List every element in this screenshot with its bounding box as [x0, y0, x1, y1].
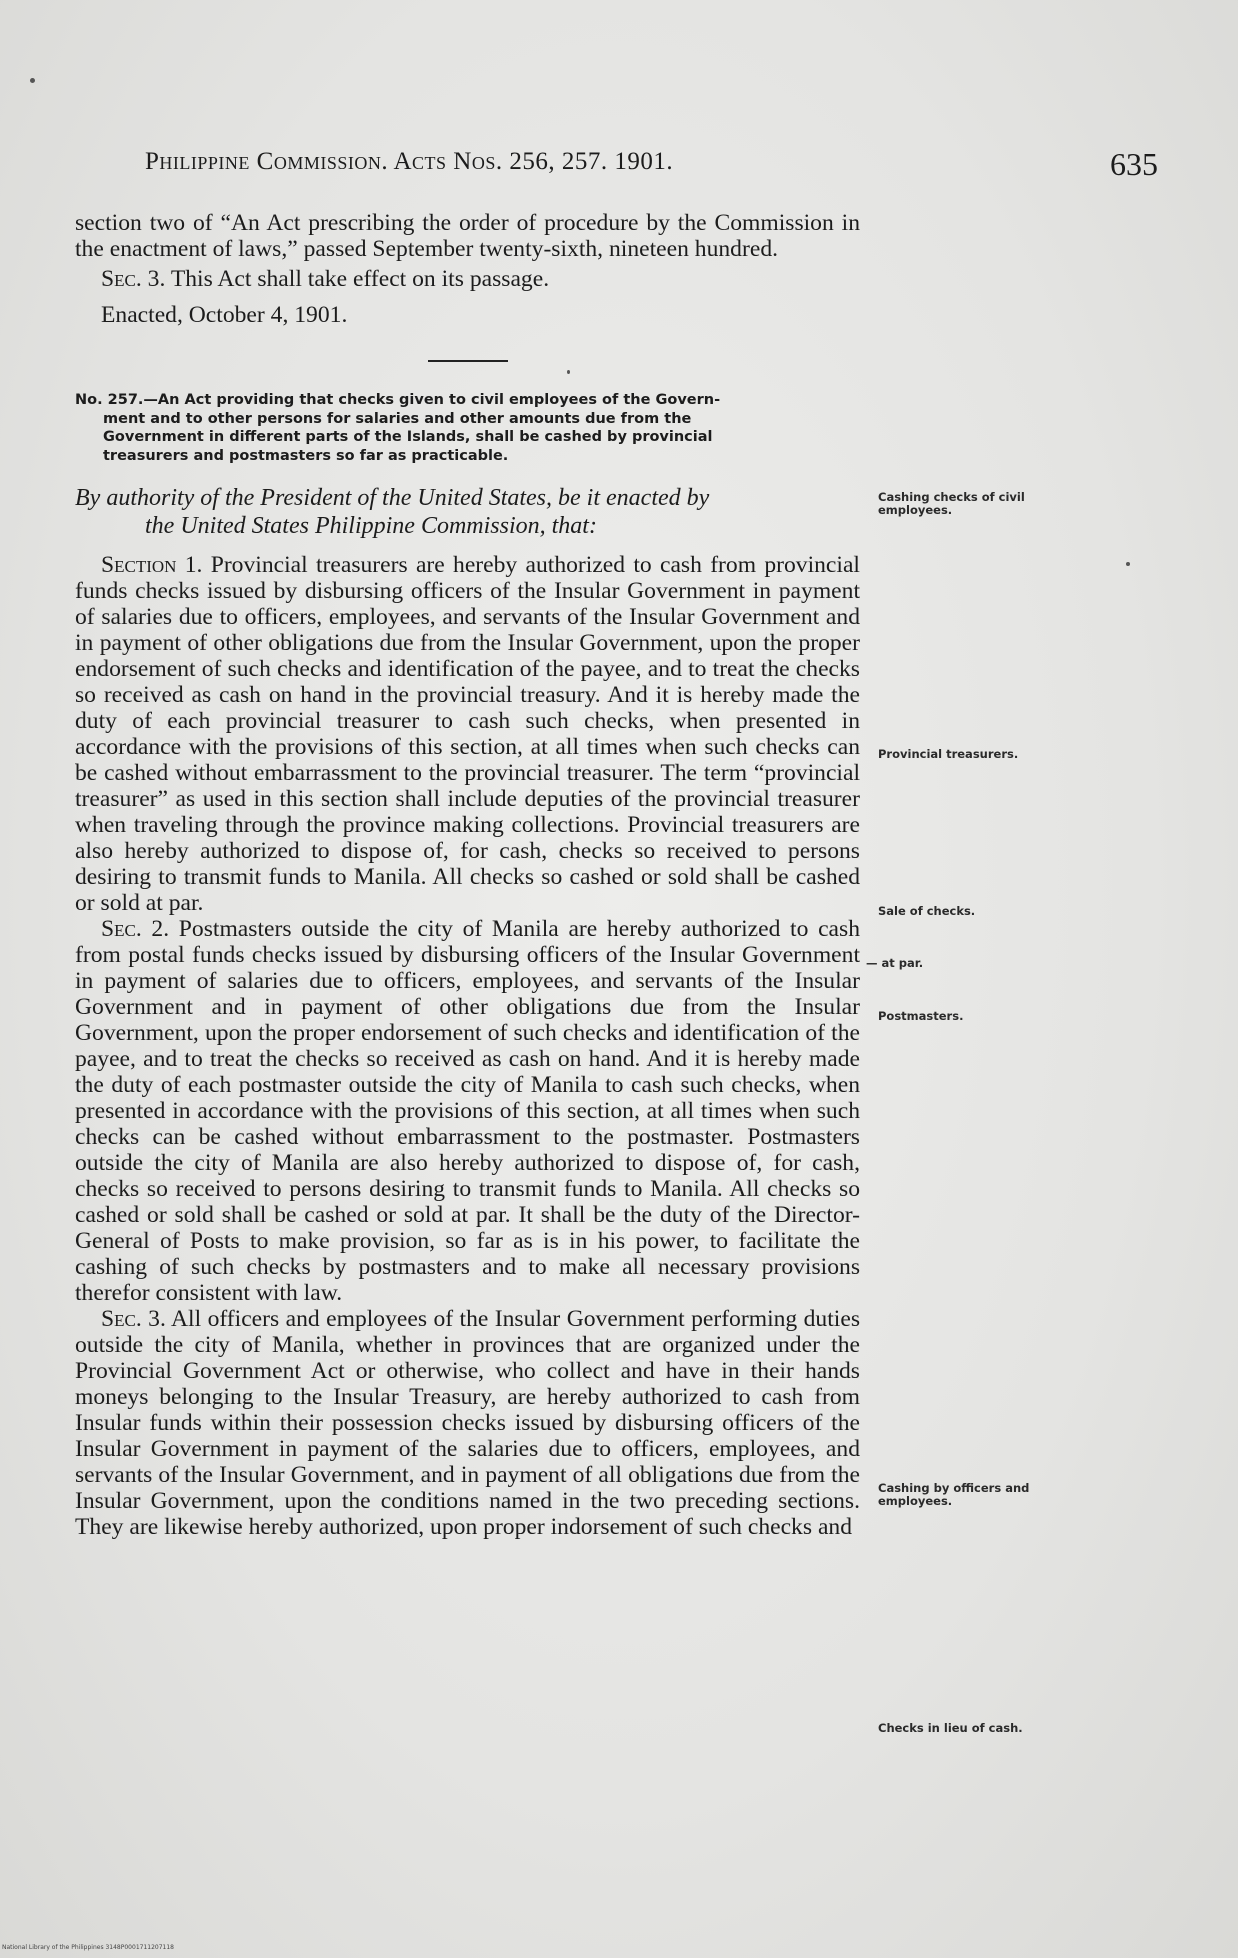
- section-label: Sec. 3.: [101, 1306, 166, 1332]
- margin-note-at-par: — at par.: [866, 956, 924, 970]
- section-2: [75, 916, 860, 1306]
- section-text: Provincial treasurers are hereby authorized to cash from provincial funds checks issued by disbursing officers of the Insular Government in payment of salaries due to officers, employees, and servants of the Insular Government and in payment of other obligations due from the Insular Government, upon the proper endorsement of such checks and identification of the payee, and to treat the checks so received as cash on hand in the provincial treasury. And it is hereby made the duty of each provincial treasurer to cash such checks, when presented in accordance with the provisions of this section, at all times when such checks can be cashed without embarrassment to the provincial treasurer. The term “provincial treasurer” as used in this section shall include deputies of the provincial treasurer when traveling through the province making collections. Provincial treasurers are also hereby authorized to dispose of, for cash, checks so received to persons desiring to transmit funds to Manila. All checks so cashed or sold shall be cashed or sold at par.: [75, 552, 860, 916]
- page-header: [0, 148, 1238, 188]
- section-3: [75, 1306, 860, 1540]
- enacted-date: Enacted, October 4, 1901.: [101, 302, 348, 328]
- act-title-line: No. 257.—An Act providing that checks given to civil employees of the Govern-: [75, 392, 721, 408]
- act-title-line: Government in different parts of the Islands, shall be cashed by provincial: [103, 429, 713, 445]
- enacting-line: the United States Philippine Commission, that:: [145, 513, 597, 539]
- margin-note-cashing-by-officers: Cashing by officers and employees.: [878, 1481, 1030, 1508]
- enacting-clause: [75, 484, 865, 540]
- section-label: Sec. 2.: [101, 916, 170, 942]
- margin-note-postmasters: Postmasters.: [878, 1009, 964, 1023]
- margin-note-sale-of-checks: Sale of checks.: [878, 904, 976, 918]
- section-divider: [428, 360, 508, 362]
- margin-note-checks-in-lieu: Checks in lieu of cash.: [878, 1721, 1023, 1735]
- continuation-block: [75, 210, 860, 328]
- running-head: Philippine Commission. Acts Nos. 256, 257. 1901.: [145, 148, 674, 175]
- enacting-line: By authority of the President of the United States, be it enacted by: [75, 485, 710, 511]
- margin-note-cashing-checks: Cashing checks of civil employees.: [878, 490, 1025, 517]
- sections-block: [75, 552, 860, 1540]
- scan-footer-note: National Library of the Philippines 3148P0001711207118: [2, 1944, 174, 1951]
- speck-mark: [30, 78, 35, 83]
- continuation-text: section two of “An Act prescribing the order of procedure by the Commission in the enactment of laws,” passed September twenty-sixth, nineteen hundred.: [75, 210, 860, 262]
- speck-mark: [567, 370, 570, 374]
- act-title-line: treasurers and postmasters so far as practicable.: [103, 447, 509, 464]
- margin-note-provincial-treasurers: Provincial treasurers.: [878, 747, 1019, 761]
- page-number: 635: [1110, 146, 1158, 182]
- speck-mark: [1126, 562, 1130, 566]
- section-text: This Act shall take effect on its passage.: [165, 266, 550, 292]
- section-label: Sec. 3.: [101, 266, 166, 292]
- section-label: Section 1.: [101, 552, 203, 578]
- section-text: Postmasters outside the city of Manila are hereby authorized to cash from postal funds checks issued by disbursing officers of the Insular Government in payment of salaries due to officers, employees, and servants of the Insular Government and in payment of other obligations due from the Insular Government, upon the proper endorsement of such checks and identification of the payee, and to treat the checks so received as cash on hand. And it is hereby made the duty of each postmaster outside the city of Manila to cash such checks, when presented in accordance with the provisions of this section, at all times when such checks can be cashed without embarrassment to the postmaster. Postmasters outside the city of Manila are also hereby authorized to dispose of, for cash, checks so received to persons desiring to transmit funds to Manila. All checks so cashed or sold shall be cashed or sold at par. It shall be the duty of the Director-General of Posts to make provision, so far as is in his power, to facilitate the cashing of such checks by postmasters and to make all necessary provisions therefor consistent with law.: [75, 916, 860, 1306]
- act-title: [75, 391, 860, 465]
- section-1: [75, 552, 860, 916]
- act-title-line: ment and to other persons for salaries and other amounts due from the: [103, 410, 692, 427]
- section-3-prev: [75, 266, 860, 292]
- section-text: All officers and employees of the Insular Government performing duties outside the city of Manila, whether in provinces that are organized under the Provincial Government Act or otherwise, who collect and have in their hands moneys belonging to the Insular Treasury, are hereby authorized to cash from Insular funds within their possession checks issued by disbursing officers of the Insular Government in payment of the salaries due to officers, employees, and servants of the Insular Government, and in payment of all obligations due from the Insular Government, upon the conditions named in the two preceding sections. They are likewise hereby authorized, upon proper indorsement of such checks and: [75, 1306, 860, 1540]
